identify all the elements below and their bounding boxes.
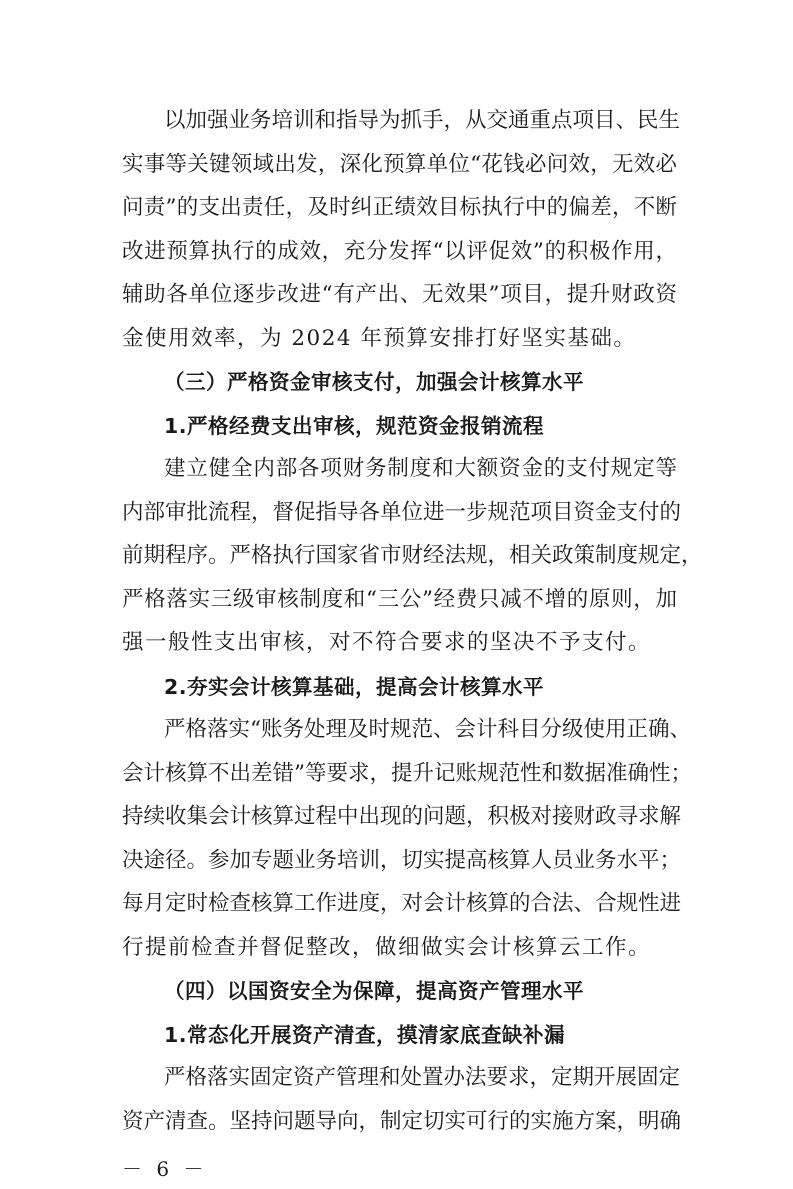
paragraph-2-line-3: 前期程序。严格执行国家省市财经法规，相关政策制度规定， (122, 543, 703, 568)
paragraph-4-line-1: 严格落实固定资产管理和处置办法要求，定期开展固定 (164, 1065, 681, 1090)
paragraph-3-line-2: 会计核算不出差错”等要求，提升记账规范性和数据准确性； (122, 761, 692, 786)
paragraph-2-line-1: 建立健全内部各项财务制度和大额资金的支付规定等 (164, 456, 677, 481)
paragraph-4-line-2: 资产清查。坚持问题导向，制定切实可行的实施方案，明确 (122, 1109, 682, 1134)
paragraph-1-line-5: 辅助各单位逐步改进“有产出、无效果”项目，提升财政资 (122, 282, 677, 307)
subsection-4-1-heading: 1.常态化开展资产清查，摸清家底查缺补漏 (164, 1023, 566, 1047)
paragraph-3-line-6: 行提前检查并督促整改，做细做实会计核算云工作。 (122, 935, 652, 960)
paragraph-2-line-4: 严格落实三级审核制度和“三公”经费只减不增的原则，加 (122, 587, 677, 612)
subsection-3-1-heading: 1.严格经费支出审核，规范资金报销流程 (164, 414, 545, 438)
paragraph-2-line-2: 内部审批流程，督促指导各单位进一步规范项目资金支付的 (122, 500, 682, 525)
paragraph-1-line-2: 实事等关键领域出发，深化预算单位“花钱必问效，无效必 (122, 152, 677, 177)
paragraph-1-line-3: 问责”的支出责任，及时纠正绩效目标执行中的偏差，不断 (122, 195, 677, 220)
paragraph-3-line-4: 决途径。参加专题业务培训，切实提高核算人员业务水平； (122, 848, 682, 873)
subsection-3-2-heading: 2.夯实会计核算基础，提高会计核算水平 (164, 675, 545, 699)
section-3-heading: （三）严格资金审核支付，加强会计核算水平 (164, 370, 584, 394)
page-number: － 6 － (122, 1157, 208, 1181)
paragraph-3-line-5: 每月定时检查核算工作进度，对会计核算的合法、合规性进 (122, 891, 682, 916)
paragraph-2-line-5: 强一般性支出审核，对不符合要求的坚决不予支付。 (122, 630, 652, 655)
paragraph-3-line-3: 持续收集会计核算过程中出现的问题，积极对接财政寻求解 (122, 804, 682, 829)
paragraph-1-line-4: 改进预算执行的成效，充分发挥“以评促效”的积极作用， (122, 239, 677, 264)
paragraph-1-line-6: 金使用效率，为 2024 年预算安排打好坚实基础。 (122, 326, 637, 351)
paragraph-3-line-1: 严格落实“账务处理及时规范、会计科目分级使用正确、 (164, 717, 691, 742)
paragraph-1-line-1: 以加强业务培训和指导为抓手，从交通重点项目、民生 (164, 108, 681, 133)
section-4-heading: （四）以国资安全为保障，提高资产管理水平 (164, 979, 584, 1003)
